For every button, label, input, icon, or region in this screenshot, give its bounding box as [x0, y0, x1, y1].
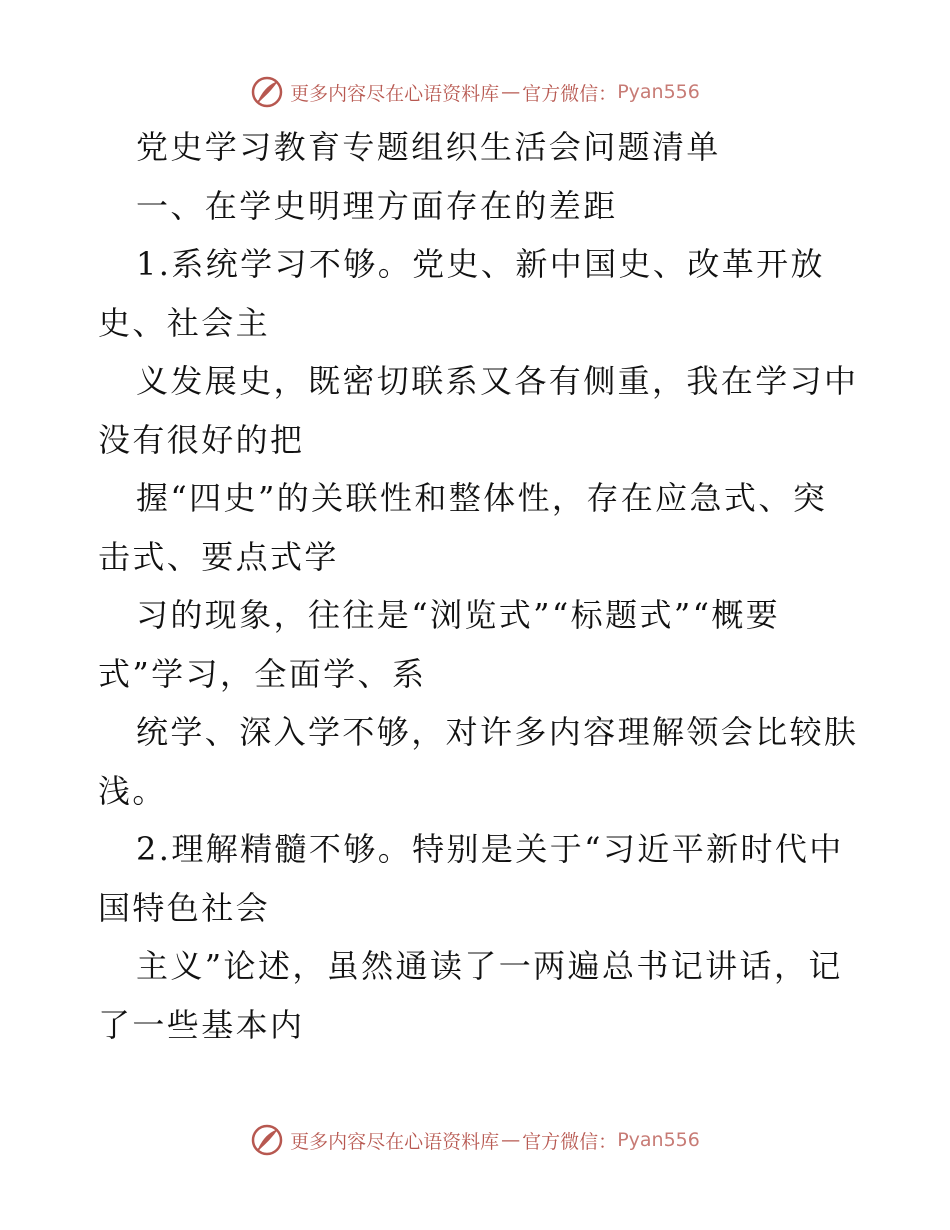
watermark-wechat-label: 官方微信： [522, 1130, 618, 1153]
watermark-text: 更多内容尽在心语资料库 [290, 1130, 500, 1153]
text-line: 了一些基本内 [98, 1005, 305, 1044]
text-line: 击式、要点式学 [98, 537, 339, 576]
text-line: 习的现象，往往是“浏览式”“标题式”“概要 [136, 596, 781, 634]
text-line: 式”学习，全面学、系 [98, 654, 427, 693]
watermark-wechat-label: 官方微信： [522, 82, 618, 105]
text-line: 2.理解精髓不够。特别是关于“习近平新时代中 [136, 830, 844, 868]
text-line: 握“四史”的关联性和整体性，存在应急式、突 [136, 479, 828, 517]
text-line: 统学、深入学不够，对许多内容理解领会比较肤 [136, 713, 859, 751]
watermark-text: 更多内容尽在心语资料库 [290, 82, 500, 105]
document-title: 党史学习教育专题组织生活会问题清单 [136, 128, 721, 166]
document-body [98, 118, 858, 1054]
text-line: 浅。 [98, 771, 167, 810]
text-line: 1.系统学习不够。党史、新中国史、改革开放 [136, 245, 825, 283]
watermark-dash: — [501, 81, 521, 103]
text-line: 一、在学史明理方面存在的差距 [136, 186, 618, 225]
text-line: 没有很好的把 [98, 420, 305, 459]
text-line: 国特色社会 [98, 888, 271, 927]
text-line: 主义”论述，虽然通读了一两遍总书记讲话，记 [136, 947, 843, 985]
watermark-dash: — [501, 1129, 521, 1151]
watermark-wechat-id: Pyan556 [617, 1129, 700, 1151]
header-watermark [0, 72, 950, 112]
watermark-wechat-id: Pyan556 [617, 81, 700, 103]
text-line: 史、社会主 [98, 303, 271, 342]
footer-watermark [0, 1120, 950, 1160]
quill-pen-logo-icon [250, 1123, 284, 1157]
quill-pen-logo-icon [250, 75, 284, 109]
text-line: 义发展史，既密切联系又各有侧重，我在学习中 [136, 362, 859, 400]
